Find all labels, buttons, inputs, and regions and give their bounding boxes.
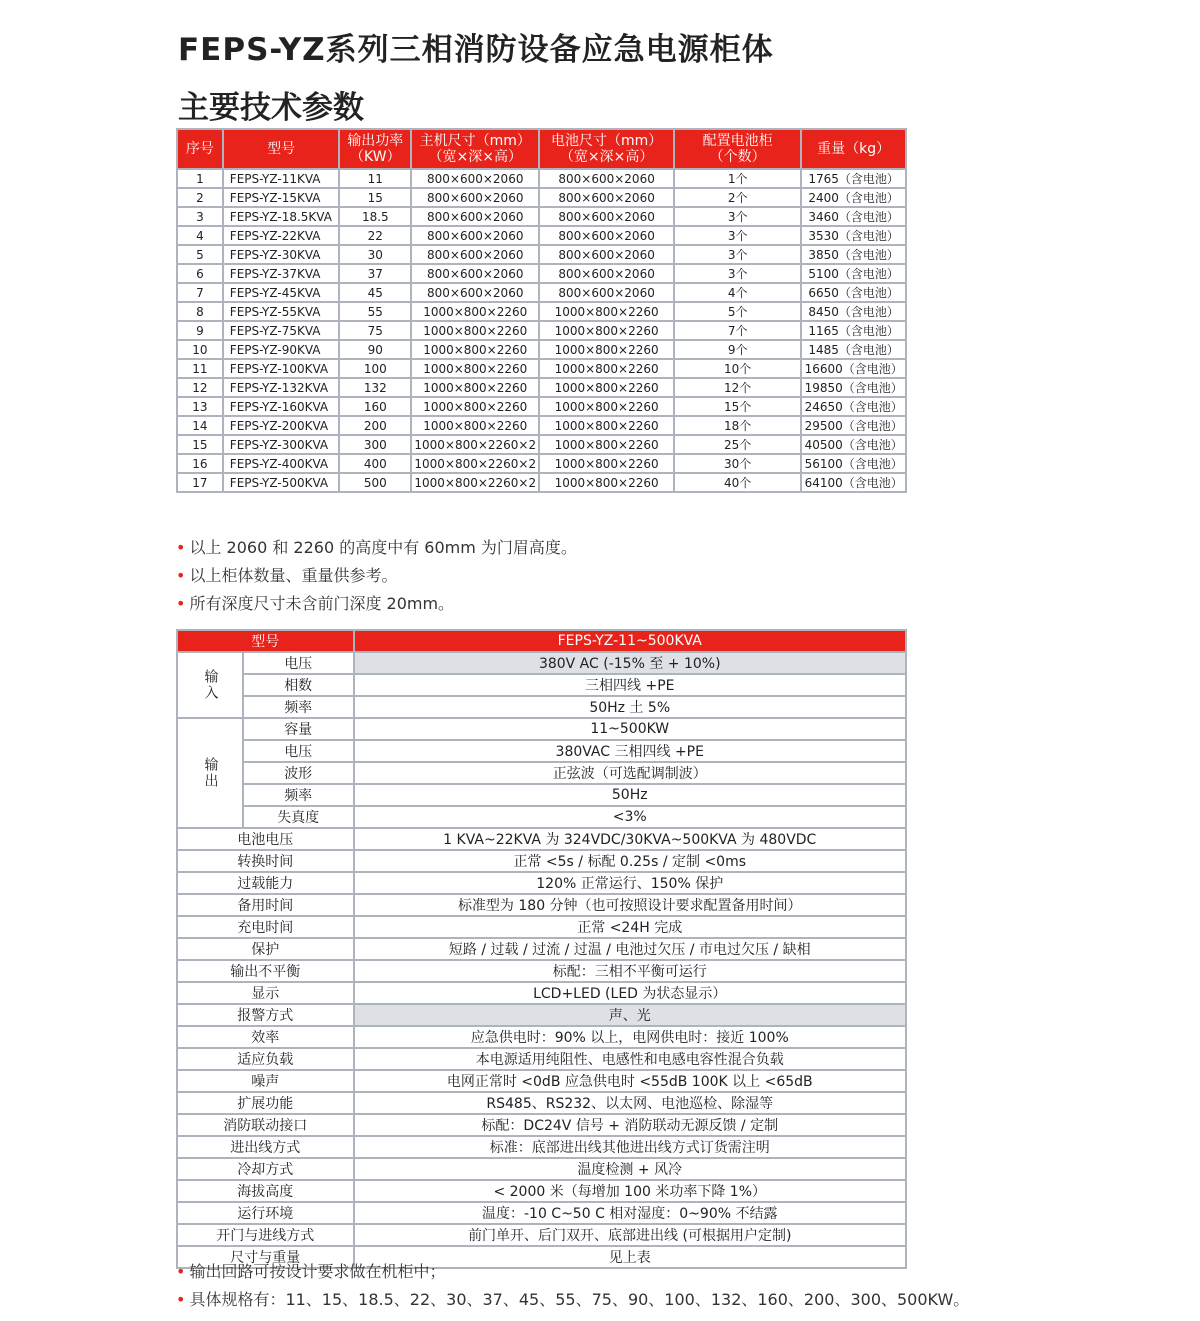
table-row [177,397,906,416]
cell-index: 9 [177,321,223,340]
param-label: 过载能力 [177,872,354,894]
table-row [177,321,906,340]
cell-power: 132 [339,378,411,397]
cell-host-size: 1000×800×2260×2 [411,454,539,473]
header-weight: 重量（kg） [801,129,906,169]
cell-index: 15 [177,435,223,454]
cell-weight: 5100（含电池） [801,264,906,283]
table-row [177,283,906,302]
param-row [177,784,906,806]
param-value: LCD+LED (LED 为状态显示） [354,982,907,1004]
cell-index: 6 [177,264,223,283]
cell-host-size: 1000×800×2260 [411,340,539,359]
cell-host-size: 800×600×2060 [411,226,539,245]
note-text: 以上柜体数量、重量供参考。 [189,566,398,585]
section-subtitle: 主要技术参数 [178,90,364,126]
param-value: 声、光 [354,1004,907,1026]
cell-weight: 56100（含电池） [801,454,906,473]
header-battery-count: 配置电池柜 （个数） [674,129,801,169]
cell-battery-count: 9个 [674,340,801,359]
note-item [176,590,577,618]
cell-host-size: 1000×800×2260 [411,321,539,340]
param-row [177,1004,906,1026]
cell-power: 55 [339,302,411,321]
bullet-icon: • [176,1290,186,1309]
cell-battery-count: 3个 [674,226,801,245]
cell-battery-size: 1000×800×2260 [539,302,674,321]
cell-index: 2 [177,188,223,207]
cell-battery-count: 5个 [674,302,801,321]
cell-index: 12 [177,378,223,397]
param-row [177,1048,906,1070]
param-label: 报警方式 [177,1004,354,1026]
cell-host-size: 800×600×2060 [411,245,539,264]
cell-battery-count: 40个 [674,473,801,492]
table-row [177,340,906,359]
param-row [177,1224,906,1246]
table-row [177,302,906,321]
param-row [177,1114,906,1136]
param-row [177,960,906,982]
cell-weight: 64100（含电池） [801,473,906,492]
param-label: 相数 [243,674,354,696]
table-row [177,169,906,188]
param-value: 应急供电时：90% 以上，电网供电时：接近 100% [354,1026,907,1048]
cell-model: FEPS-YZ-160KVA [223,397,340,416]
cell-power: 37 [339,264,411,283]
cell-index: 1 [177,169,223,188]
cell-host-size: 1000×800×2260 [411,378,539,397]
param-value: 380V AC (-15% 至 + 10%) [354,652,907,674]
param-value: 见上表 [354,1246,907,1268]
param-value: 本电源适用纯阻性、电感性和电感电容性混合负载 [354,1048,907,1070]
param-group-label: 输出 [177,718,243,828]
param-label: 效率 [177,1026,354,1048]
cell-battery-size: 1000×800×2260 [539,416,674,435]
cell-host-size: 1000×800×2260 [411,397,539,416]
param-row [177,806,906,828]
cell-battery-size: 1000×800×2260 [539,321,674,340]
cell-power: 11 [339,169,411,188]
table-row [177,435,906,454]
param-label: 转换时间 [177,850,354,872]
param-row [177,718,906,740]
cell-host-size: 1000×800×2260 [411,359,539,378]
cell-battery-size: 800×600×2060 [539,245,674,264]
cell-host-size: 800×600×2060 [411,188,539,207]
param-value: 温度：-10 C~50 C 相对湿度：0~90% 不结露 [354,1202,907,1224]
cell-power: 45 [339,283,411,302]
note-text: 具体规格有：11、15、18.5、22、30、37、45、55、75、90、100、132、160、200、300、500KW。 [189,1290,970,1309]
param-value: RS485、RS232、以太网、电池巡检、除湿等 [354,1092,907,1114]
cell-battery-count: 25个 [674,435,801,454]
param-row [177,652,906,674]
note-item [176,562,577,590]
cell-battery-count: 7个 [674,321,801,340]
table-row [177,454,906,473]
cell-battery-size: 1000×800×2260 [539,340,674,359]
cell-index: 4 [177,226,223,245]
param-row [177,696,906,718]
param-label: 备用时间 [177,894,354,916]
cell-power: 22 [339,226,411,245]
cell-power: 18.5 [339,207,411,226]
table-row [177,416,906,435]
spec-table [176,128,907,493]
param-value: 50Hz 土 5% [354,696,907,718]
cell-power: 200 [339,416,411,435]
param-label: 电压 [243,740,354,762]
param-value: 380VAC 三相四线 +PE [354,740,907,762]
cell-power: 75 [339,321,411,340]
cell-battery-size: 1000×800×2260 [539,473,674,492]
param-value: < 2000 米（每增加 100 米功率下降 1%） [354,1180,907,1202]
param-label: 充电时间 [177,916,354,938]
cell-power: 90 [339,340,411,359]
param-value: 短路 / 过载 / 过流 / 过温 / 电池过欠压 / 市电过欠压 / 缺相 [354,938,907,960]
cell-host-size: 800×600×2060 [411,207,539,226]
note-item [176,1258,969,1286]
param-value: 正常 <5s / 标配 0.25s / 定制 <0ms [354,850,907,872]
param-value: 50Hz [354,784,907,806]
param-value: 正弦波（可选配调制波） [354,762,907,784]
cell-battery-size: 800×600×2060 [539,226,674,245]
header-index: 序号 [177,129,223,169]
cell-index: 14 [177,416,223,435]
note-item [176,1286,969,1314]
param-row [177,674,906,696]
cell-battery-count: 4个 [674,283,801,302]
cell-model: FEPS-YZ-30KVA [223,245,340,264]
param-value: 标配：DC24V 信号 + 消防联动无源反馈 / 定制 [354,1114,907,1136]
param-row [177,850,906,872]
param-value: 三相四线 +PE [354,674,907,696]
param-value: 120% 正常运行、150% 保护 [354,872,907,894]
cell-battery-count: 3个 [674,245,801,264]
cell-weight: 1765（含电池） [801,169,906,188]
param-label: 波形 [243,762,354,784]
param-row [177,828,906,850]
param-label: 频率 [243,784,354,806]
cell-index: 5 [177,245,223,264]
header-power: 输出功率 （KW） [339,129,411,169]
cell-weight: 29500（含电池） [801,416,906,435]
param-row [177,1202,906,1224]
bullet-icon: • [176,538,186,557]
page-title: FEPS-YZ系列三相消防设备应急电源柜体 [178,32,774,68]
param-value: 1 KVA~22KVA 为 324VDC/30KVA~500KVA 为 480VDC [354,828,907,850]
cell-power: 30 [339,245,411,264]
spec-table-header [177,129,906,169]
cell-weight: 2400（含电池） [801,188,906,207]
param-value: 标准：底部进出线其他进出线方式订货需注明 [354,1136,907,1158]
cell-host-size: 800×600×2060 [411,169,539,188]
header-battery-size: 电池尺寸（mm） （宽×深×高） [539,129,674,169]
cell-battery-count: 2个 [674,188,801,207]
cell-power: 15 [339,188,411,207]
cell-battery-count: 1个 [674,169,801,188]
param-label: 频率 [243,696,354,718]
param-value: 11~500KW [354,718,907,740]
cell-model: FEPS-YZ-18.5KVA [223,207,340,226]
cell-battery-size: 800×600×2060 [539,207,674,226]
param-row [177,982,906,1004]
param-value: 正常 <24H 完成 [354,916,907,938]
cell-model: FEPS-YZ-22KVA [223,226,340,245]
param-row [177,1070,906,1092]
cell-power: 300 [339,435,411,454]
bullet-icon: • [176,566,186,585]
cell-model: FEPS-YZ-90KVA [223,340,340,359]
cell-battery-count: 10个 [674,359,801,378]
cell-battery-size: 800×600×2060 [539,169,674,188]
cell-battery-size: 1000×800×2260 [539,378,674,397]
cell-index: 10 [177,340,223,359]
param-label: 失真度 [243,806,354,828]
param-label: 保护 [177,938,354,960]
note-text: 所有深度尺寸未含前门深度 20mm。 [189,594,455,613]
cell-battery-size: 1000×800×2260 [539,359,674,378]
cell-model: FEPS-YZ-37KVA [223,264,340,283]
param-table [176,629,907,1269]
cell-battery-count: 3个 [674,207,801,226]
cell-weight: 1485（含电池） [801,340,906,359]
header-host-size: 主机尺寸（mm） （宽×深×高） [411,129,539,169]
bullet-icon: • [176,1262,186,1281]
cell-index: 17 [177,473,223,492]
cell-index: 3 [177,207,223,226]
table-row [177,188,906,207]
cell-weight: 16600（含电池） [801,359,906,378]
cell-battery-size: 800×600×2060 [539,188,674,207]
cell-index: 11 [177,359,223,378]
cell-weight: 24650（含电池） [801,397,906,416]
cell-index: 8 [177,302,223,321]
cell-host-size: 1000×800×2260×2 [411,435,539,454]
cell-weight: 6650（含电池） [801,283,906,302]
param-label: 冷却方式 [177,1158,354,1180]
table-row [177,226,906,245]
param-label: 输出不平衡 [177,960,354,982]
cell-weight: 3850（含电池） [801,245,906,264]
param-row [177,1092,906,1114]
cell-battery-size: 800×600×2060 [539,264,674,283]
cell-weight: 3530（含电池） [801,226,906,245]
param-notes [176,1258,969,1314]
param-value: 前门单开、后门双开、底部进出线 (可根据用户定制) [354,1224,907,1246]
table-row [177,473,906,492]
header-model: 型号 [223,129,340,169]
cell-model: FEPS-YZ-200KVA [223,416,340,435]
cell-model: FEPS-YZ-100KVA [223,359,340,378]
cell-model: FEPS-YZ-15KVA [223,188,340,207]
cell-model: FEPS-YZ-132KVA [223,378,340,397]
param-label: 电压 [243,652,354,674]
param-label: 适应负载 [177,1048,354,1070]
cell-model: FEPS-YZ-45KVA [223,283,340,302]
param-label: 扩展功能 [177,1092,354,1114]
cell-host-size: 1000×800×2260×2 [411,473,539,492]
note-text: 输出回路可按设计要求做在机柜中； [189,1262,446,1281]
cell-model: FEPS-YZ-11KVA [223,169,340,188]
cell-host-size: 1000×800×2260 [411,302,539,321]
param-header-label: 型号 [177,630,354,652]
param-row [177,916,906,938]
param-row [177,1180,906,1202]
table-row [177,359,906,378]
cell-battery-size: 1000×800×2260 [539,435,674,454]
bullet-icon: • [176,594,186,613]
cell-battery-size: 1000×800×2260 [539,397,674,416]
param-value: 标准型为 180 分钟（也可按照设计要求配置备用时间） [354,894,907,916]
param-group-label: 输入 [177,652,243,718]
spec-notes [176,534,577,618]
param-row [177,894,906,916]
cell-model: FEPS-YZ-55KVA [223,302,340,321]
table-row [177,245,906,264]
param-label: 海拔高度 [177,1180,354,1202]
cell-host-size: 800×600×2060 [411,264,539,283]
cell-weight: 19850（含电池） [801,378,906,397]
cell-host-size: 800×600×2060 [411,283,539,302]
cell-weight: 40500（含电池） [801,435,906,454]
param-header-row [177,630,906,652]
param-row [177,762,906,784]
cell-host-size: 1000×800×2260 [411,416,539,435]
note-text: 以上 2060 和 2260 的高度中有 60mm 为门眉高度。 [189,538,577,557]
param-label: 噪声 [177,1070,354,1092]
param-label: 消防联动接口 [177,1114,354,1136]
cell-weight: 1165（含电池） [801,321,906,340]
cell-index: 7 [177,283,223,302]
table-row [177,264,906,283]
cell-weight: 8450（含电池） [801,302,906,321]
param-label: 运行环境 [177,1202,354,1224]
param-row [177,1158,906,1180]
table-row [177,378,906,397]
param-value: <3% [354,806,907,828]
cell-power: 500 [339,473,411,492]
cell-index: 13 [177,397,223,416]
cell-battery-size: 1000×800×2260 [539,454,674,473]
param-value: 温度检测 + 风冷 [354,1158,907,1180]
cell-model: FEPS-YZ-400KVA [223,454,340,473]
cell-index: 16 [177,454,223,473]
table-row [177,207,906,226]
param-row [177,938,906,960]
note-item [176,534,577,562]
cell-power: 160 [339,397,411,416]
param-label: 容量 [243,718,354,740]
cell-weight: 3460（含电池） [801,207,906,226]
param-label: 显示 [177,982,354,1004]
param-value: 电网正常时 <0dB 应急供电时 <55dB 100K 以上 <65dB [354,1070,907,1092]
param-row [177,872,906,894]
cell-battery-count: 15个 [674,397,801,416]
cell-battery-count: 12个 [674,378,801,397]
param-row [177,1136,906,1158]
param-label: 尺寸与重量 [177,1246,354,1268]
param-value: 标配：三相不平衡可运行 [354,960,907,982]
cell-power: 400 [339,454,411,473]
param-label: 进出线方式 [177,1136,354,1158]
param-label: 电池电压 [177,828,354,850]
cell-model: FEPS-YZ-300KVA [223,435,340,454]
param-header-value: FEPS-YZ-11~500KVA [354,630,907,652]
cell-battery-count: 3个 [674,264,801,283]
cell-model: FEPS-YZ-500KVA [223,473,340,492]
cell-battery-count: 30个 [674,454,801,473]
cell-model: FEPS-YZ-75KVA [223,321,340,340]
param-label: 开门与进线方式 [177,1224,354,1246]
param-row [177,740,906,762]
cell-battery-size: 800×600×2060 [539,283,674,302]
cell-power: 100 [339,359,411,378]
cell-battery-count: 18个 [674,416,801,435]
param-row [177,1026,906,1048]
